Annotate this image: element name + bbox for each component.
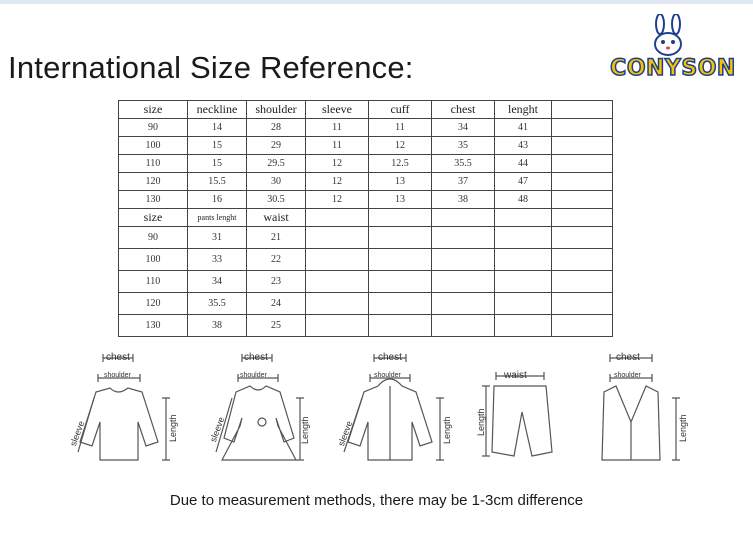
table-cell [369, 271, 432, 293]
table-cell: 15 [188, 155, 247, 173]
table-cell: waist [247, 209, 306, 227]
table-cell: 33 [188, 249, 247, 271]
table-header-row [119, 209, 613, 227]
sleeve-label: sleeve [208, 415, 227, 444]
table-cell: 30 [247, 173, 306, 191]
chest-label: chest [244, 352, 268, 363]
jacket-icon [330, 352, 460, 467]
table-cell: 31 [188, 227, 247, 249]
table-cell: 35.5 [188, 293, 247, 315]
table-cell [369, 209, 432, 227]
table-cell [495, 271, 552, 293]
table-cell [432, 249, 495, 271]
table-row [119, 315, 613, 337]
top-border [0, 0, 753, 4]
table-cell: 11 [306, 137, 369, 155]
table-cell: 15.5 [188, 173, 247, 191]
dress-diagram [200, 352, 330, 467]
table-cell: 38 [432, 191, 495, 209]
table-cell [495, 249, 552, 271]
length-label: Length [300, 416, 310, 444]
table-cell [306, 315, 369, 337]
table-cell [432, 271, 495, 293]
table-cell [432, 293, 495, 315]
table-cell: chest [432, 101, 495, 119]
table-cell: size [119, 209, 188, 227]
table-cell [552, 293, 613, 315]
jacket-diagram [330, 352, 460, 467]
table-cell [552, 191, 613, 209]
table-cell: 28 [247, 119, 306, 137]
table-cell: 44 [495, 155, 552, 173]
table-cell: 25 [247, 315, 306, 337]
table-cell: 35.5 [432, 155, 495, 173]
table-row [119, 293, 613, 315]
table-cell: 23 [247, 271, 306, 293]
table-cell [495, 209, 552, 227]
measurement-note: Due to measurement methods, there may be 1-3cm difference [169, 492, 584, 509]
table-cell: 12 [369, 137, 432, 155]
table-cell: 100 [119, 249, 188, 271]
table-cell: 12 [306, 191, 369, 209]
length-label: Length [442, 416, 452, 444]
table-row [119, 173, 613, 191]
table-cell: 48 [495, 191, 552, 209]
table-cell: neckline [188, 101, 247, 119]
bunny-icon [648, 14, 688, 60]
table-cell: 120 [119, 173, 188, 191]
table-cell: 110 [119, 155, 188, 173]
length-label: Length [678, 414, 688, 442]
table-cell: 14 [188, 119, 247, 137]
table-cell: 90 [119, 227, 188, 249]
table-cell [552, 101, 613, 119]
table-cell: 43 [495, 137, 552, 155]
table-cell: 22 [247, 249, 306, 271]
table-cell: 12.5 [369, 155, 432, 173]
table-cell: 16 [188, 191, 247, 209]
table-cell [306, 227, 369, 249]
table-cell [552, 209, 613, 227]
table-row [119, 137, 613, 155]
table-cell [495, 315, 552, 337]
table-cell [369, 293, 432, 315]
table-header-row [119, 101, 613, 119]
table-cell: lenght [495, 101, 552, 119]
pants-diagram [466, 352, 596, 467]
table-cell [432, 209, 495, 227]
table-cell [552, 227, 613, 249]
table-cell: cuff [369, 101, 432, 119]
table-cell: 11 [306, 119, 369, 137]
brand-name: CONYSON [610, 56, 736, 81]
table-cell [369, 315, 432, 337]
table-cell: 12 [306, 155, 369, 173]
table-row [119, 119, 613, 137]
table-cell: sleeve [306, 101, 369, 119]
table-cell [552, 271, 613, 293]
chest-label: chest [378, 352, 402, 363]
table-cell: size [119, 101, 188, 119]
table-cell: pants lenght [188, 209, 247, 227]
table-cell: 12 [306, 173, 369, 191]
table-row [119, 155, 613, 173]
shoulder-label: shoulder [240, 372, 267, 379]
shoulder-label: shoulder [374, 372, 401, 379]
table-cell: 29.5 [247, 155, 306, 173]
table-row [119, 227, 613, 249]
table-cell: 21 [247, 227, 306, 249]
table-cell: 37 [432, 173, 495, 191]
table-cell [432, 315, 495, 337]
table-cell [552, 173, 613, 191]
sleeve-label: sleeve [68, 419, 87, 448]
table-cell: 47 [495, 173, 552, 191]
table-cell: 41 [495, 119, 552, 137]
sweater-icon [58, 352, 188, 467]
table-cell [552, 249, 613, 271]
table-cell [552, 137, 613, 155]
vest-icon [586, 352, 716, 467]
table-cell [369, 249, 432, 271]
table-cell: 29 [247, 137, 306, 155]
table-cell: 13 [369, 173, 432, 191]
chest-label: chest [106, 352, 130, 363]
table-cell: 13 [369, 191, 432, 209]
table-cell [495, 293, 552, 315]
table-cell [306, 293, 369, 315]
table-cell [552, 315, 613, 337]
table-cell: 11 [369, 119, 432, 137]
table-cell: 110 [119, 271, 188, 293]
table-cell: 38 [188, 315, 247, 337]
page-title: International Size Reference: [8, 50, 414, 85]
table-cell [552, 155, 613, 173]
brand-logo [598, 14, 748, 86]
sleeve-label: sleeve [336, 419, 355, 448]
table-cell [552, 119, 613, 137]
length-label: Length [476, 408, 486, 436]
table-cell [306, 209, 369, 227]
table-cell: 90 [119, 119, 188, 137]
table-cell [306, 249, 369, 271]
table-cell: 34 [188, 271, 247, 293]
table-cell: 30.5 [247, 191, 306, 209]
chest-label: chest [616, 352, 640, 363]
table-row [119, 271, 613, 293]
dress-icon [200, 352, 330, 467]
shoulder-label: shoulder [614, 372, 641, 379]
table-cell: 24 [247, 293, 306, 315]
length-label: Length [168, 414, 178, 442]
size-table [118, 100, 613, 337]
table-cell: 130 [119, 191, 188, 209]
table-cell: 34 [432, 119, 495, 137]
table-cell [369, 227, 432, 249]
table-cell [306, 271, 369, 293]
waist-label: waist [504, 370, 527, 381]
vest-diagram [586, 352, 716, 467]
table-cell: 130 [119, 315, 188, 337]
table-cell: shoulder [247, 101, 306, 119]
table-row [119, 191, 613, 209]
table-cell: 100 [119, 137, 188, 155]
sweater-diagram [58, 352, 188, 467]
table-cell: 35 [432, 137, 495, 155]
shoulder-label: shoulder [104, 372, 131, 379]
measurement-diagrams [0, 352, 753, 472]
table-cell: 15 [188, 137, 247, 155]
table-cell: 120 [119, 293, 188, 315]
table-cell [432, 227, 495, 249]
table-cell [495, 227, 552, 249]
table-row [119, 249, 613, 271]
